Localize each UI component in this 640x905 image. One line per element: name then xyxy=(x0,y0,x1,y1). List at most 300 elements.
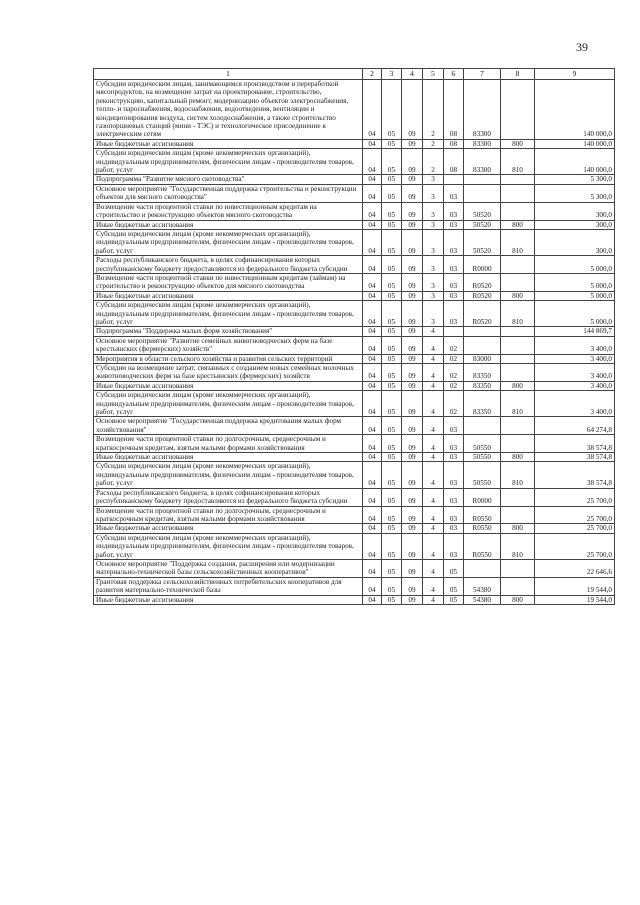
target-article-code xyxy=(464,175,501,184)
row-description: Иные бюджетные ассигнования xyxy=(94,139,363,148)
chapter-code: 04 xyxy=(363,453,382,462)
amount-value: 3 400,0 xyxy=(535,391,615,417)
chapter-code: 04 xyxy=(363,559,382,577)
amount-value: 19 544,0 xyxy=(535,595,615,604)
target-article-code: R0000 xyxy=(464,488,501,506)
chapter-code: 04 xyxy=(363,488,382,506)
section-code: 05 xyxy=(382,184,402,202)
subprogram-code: 3 xyxy=(423,291,444,300)
subsection-code: 09 xyxy=(402,435,423,453)
section-code: 05 xyxy=(382,80,402,140)
table-row xyxy=(94,524,615,533)
row-description: Субсидии юридическим лицам (кроме некоммерческих организаций), индивидуальным предпринимателям, физическим лицам - производителям товаров, работ, услуг xyxy=(94,149,363,175)
activity-code: 02 xyxy=(444,354,464,363)
row-description: Субсидии юридическим лицам (кроме некоммерческих организаций), индивидуальным предпринимателям, физическим лицам - производителям товаров, работ, услуг xyxy=(94,462,363,488)
amount-value: 25 700,0 xyxy=(535,533,615,559)
table-row xyxy=(94,80,615,140)
row-description: Иные бюджетные ассигнования xyxy=(94,381,363,390)
target-article-code: 83300 xyxy=(464,139,501,148)
table-row xyxy=(94,435,615,453)
row-description: Подпрограмма "Поддержка малых форм хозяйствования" xyxy=(94,327,363,336)
target-article-code: 83350 xyxy=(464,391,501,417)
expense-type-code xyxy=(501,364,535,382)
table-row xyxy=(94,595,615,604)
section-code: 05 xyxy=(382,229,402,255)
chapter-code: 04 xyxy=(363,354,382,363)
table-row xyxy=(94,220,615,229)
expense-type-code xyxy=(501,273,535,291)
subprogram-code: 2 xyxy=(423,139,444,148)
activity-code: 03 xyxy=(444,256,464,274)
section-code: 05 xyxy=(382,291,402,300)
activity-code: 03 xyxy=(444,533,464,559)
subsection-code: 09 xyxy=(402,533,423,559)
activity-code: 08 xyxy=(444,80,464,140)
subprogram-code: 4 xyxy=(423,524,444,533)
subprogram-code: 4 xyxy=(423,364,444,382)
row-description: Мероприятия в области сельского хозяйства и развития сельских территорий xyxy=(94,354,363,363)
amount-value: 19 544,0 xyxy=(535,577,615,595)
subprogram-code: 4 xyxy=(423,462,444,488)
row-description: Субсидии юридическим лицам (кроме некоммерческих организаций), индивидуальным предпринимателям, физическим лицам - производителям товаров, работ, услуг xyxy=(94,533,363,559)
target-article-code: 83350 xyxy=(464,381,501,390)
subprogram-code: 3 xyxy=(423,184,444,202)
expense-type-code: 800 xyxy=(501,139,535,148)
activity-code: 02 xyxy=(444,381,464,390)
row-description: Иные бюджетные ассигнования xyxy=(94,291,363,300)
target-article-code: R0520 xyxy=(464,273,501,291)
section-code: 05 xyxy=(382,301,402,327)
expense-type-code xyxy=(501,577,535,595)
subsection-code: 09 xyxy=(402,80,423,140)
section-code: 05 xyxy=(382,149,402,175)
amount-value: 300,0 xyxy=(535,202,615,220)
section-code: 05 xyxy=(382,273,402,291)
expense-type-code: 800 xyxy=(501,291,535,300)
amount-value: 140 000,0 xyxy=(535,149,615,175)
target-article-code: 83300 xyxy=(464,149,501,175)
chapter-code: 04 xyxy=(363,273,382,291)
table-row xyxy=(94,202,615,220)
chapter-code: 04 xyxy=(363,184,382,202)
expense-type-code xyxy=(501,175,535,184)
expense-type-code: 800 xyxy=(501,453,535,462)
row-description: Возмещение части процентной ставки по долгосрочным, среднесрочным и краткосрочным кредитам, взятым малыми формами хозяйствования xyxy=(94,506,363,524)
expense-type-code xyxy=(501,417,535,435)
target-article-code: R0550 xyxy=(464,506,501,524)
column-header: 8 xyxy=(501,69,535,80)
subsection-code: 09 xyxy=(402,220,423,229)
section-code: 05 xyxy=(382,462,402,488)
activity-code: 02 xyxy=(444,391,464,417)
activity-code: 02 xyxy=(444,364,464,382)
column-header: 1 xyxy=(94,69,363,80)
subsection-code: 09 xyxy=(402,506,423,524)
target-article-code: R0550 xyxy=(464,533,501,559)
section-code: 05 xyxy=(382,364,402,382)
section-code: 05 xyxy=(382,533,402,559)
subprogram-code: 4 xyxy=(423,559,444,577)
section-code: 05 xyxy=(382,202,402,220)
amount-value: 3 400,0 xyxy=(535,364,615,382)
chapter-code: 04 xyxy=(363,229,382,255)
table-row xyxy=(94,327,615,336)
target-article-code: 83000 xyxy=(464,354,501,363)
subsection-code: 09 xyxy=(402,559,423,577)
target-article-code: R0520 xyxy=(464,301,501,327)
section-code: 05 xyxy=(382,139,402,148)
amount-value: 5 300,0 xyxy=(535,184,615,202)
subprogram-code: 3 xyxy=(423,202,444,220)
chapter-code: 04 xyxy=(363,291,382,300)
expense-type-code: 800 xyxy=(501,524,535,533)
section-code: 05 xyxy=(382,417,402,435)
activity-code: 03 xyxy=(444,462,464,488)
subprogram-code: 3 xyxy=(423,229,444,255)
row-description: Субсидии юридическим лицам, занимающимся производством и переработкой мясопродуктов, на возмещение затрат на проектирование, строительство, реконструкцию, капитальный ремонт, модернизацию объектов электроснабжения, тепло- и пароснабжения, водоснабжения, водоотведения, вентиляции и кондиционирования воздуха, систем холодоснабжения, а также строительство газопоршневых станций (мини - ТЭС) и технологическое присоединение к электрическим сетям xyxy=(94,80,363,140)
expense-type-code xyxy=(501,354,535,363)
subsection-code: 09 xyxy=(402,391,423,417)
activity-code: 03 xyxy=(444,488,464,506)
amount-value: 25 700,0 xyxy=(535,488,615,506)
chapter-code: 04 xyxy=(363,80,382,140)
section-code: 05 xyxy=(382,381,402,390)
subprogram-code: 4 xyxy=(423,595,444,604)
expense-type-code xyxy=(501,435,535,453)
table-row xyxy=(94,354,615,363)
chapter-code: 04 xyxy=(363,220,382,229)
subprogram-code: 4 xyxy=(423,488,444,506)
target-article-code: 50550 xyxy=(464,462,501,488)
target-article-code: 83300 xyxy=(464,80,501,140)
section-code: 05 xyxy=(382,488,402,506)
subprogram-code: 3 xyxy=(423,175,444,184)
subprogram-code: 4 xyxy=(423,417,444,435)
subprogram-code: 3 xyxy=(423,273,444,291)
expense-type-code xyxy=(501,506,535,524)
subsection-code: 09 xyxy=(402,139,423,148)
activity-code: 03 xyxy=(444,524,464,533)
section-code: 05 xyxy=(382,256,402,274)
table-row xyxy=(94,559,615,577)
subprogram-code: 4 xyxy=(423,453,444,462)
activity-code: 03 xyxy=(444,506,464,524)
expense-type-code: 810 xyxy=(501,533,535,559)
amount-value: 144 869,7 xyxy=(535,327,615,336)
activity-code: 05 xyxy=(444,595,464,604)
activity-code: 03 xyxy=(444,202,464,220)
amount-value: 38 574,8 xyxy=(535,462,615,488)
subsection-code: 09 xyxy=(402,488,423,506)
table-row xyxy=(94,184,615,202)
subsection-code: 09 xyxy=(402,417,423,435)
chapter-code: 04 xyxy=(363,524,382,533)
subsection-code: 09 xyxy=(402,364,423,382)
section-code: 05 xyxy=(382,506,402,524)
chapter-code: 04 xyxy=(363,364,382,382)
subsection-code: 09 xyxy=(402,524,423,533)
section-code: 05 xyxy=(382,327,402,336)
expense-type-code xyxy=(501,202,535,220)
table-row xyxy=(94,462,615,488)
subsection-code: 09 xyxy=(402,301,423,327)
row-description: Основное мероприятие "Развитие семейных животноводческих ферм на базе крестьянских (фермерских) хозяйств" xyxy=(94,336,363,354)
chapter-code: 04 xyxy=(363,533,382,559)
table-header-row xyxy=(94,69,615,80)
subsection-code: 09 xyxy=(402,273,423,291)
table-row xyxy=(94,533,615,559)
chapter-code: 04 xyxy=(363,417,382,435)
row-description: Подпрограмма "Развитие мясного скотоводства" xyxy=(94,175,363,184)
expense-type-code: 800 xyxy=(501,220,535,229)
amount-value: 5 000,0 xyxy=(535,273,615,291)
row-description: Основное мероприятие "Государственная поддержка кредитования малых форм хозяйствования" xyxy=(94,417,363,435)
target-article-code: 50520 xyxy=(464,220,501,229)
activity-code: 08 xyxy=(444,139,464,148)
chapter-code: 04 xyxy=(363,175,382,184)
chapter-code: 04 xyxy=(363,595,382,604)
subprogram-code: 4 xyxy=(423,381,444,390)
column-header: 9 xyxy=(535,69,615,80)
activity-code xyxy=(444,175,464,184)
section-code: 05 xyxy=(382,595,402,604)
expense-type-code: 800 xyxy=(501,595,535,604)
table-row xyxy=(94,381,615,390)
section-code: 05 xyxy=(382,391,402,417)
chapter-code: 04 xyxy=(363,381,382,390)
target-article-code: 83350 xyxy=(464,364,501,382)
row-description: Субсидии юридическим лицам (кроме некоммерческих организаций), индивидуальным предпринимателям, физическим лицам - производителям товаров, работ, услуг xyxy=(94,391,363,417)
table-row xyxy=(94,273,615,291)
section-code: 05 xyxy=(382,175,402,184)
activity-code: 03 xyxy=(444,220,464,229)
subprogram-code: 2 xyxy=(423,149,444,175)
row-description: Возмещение части процентной ставки по инвестиционным кредитам (займам) на строительство и реконструкцию объектов для мясного скотоводства xyxy=(94,273,363,291)
amount-value: 3 400,0 xyxy=(535,336,615,354)
expense-type-code: 800 xyxy=(501,381,535,390)
row-description: Возмещение части процентной ставки по долгосрочным, среднесрочным и краткосрочным кредитам, взятым малыми формами хозяйствования xyxy=(94,435,363,453)
amount-value: 25 700,0 xyxy=(535,524,615,533)
subsection-code: 09 xyxy=(402,327,423,336)
target-article-code: 50520 xyxy=(464,202,501,220)
target-article-code: 50550 xyxy=(464,453,501,462)
row-description: Основное мероприятие "Поддержка создания, расширения или модернизации материально-технической базы сельскохозяйственных кооперативов" xyxy=(94,559,363,577)
chapter-code: 04 xyxy=(363,506,382,524)
subsection-code: 09 xyxy=(402,175,423,184)
expense-type-code xyxy=(501,559,535,577)
target-article-code xyxy=(464,336,501,354)
table-row xyxy=(94,229,615,255)
page-number: 39 xyxy=(576,40,588,54)
section-code: 05 xyxy=(382,220,402,229)
budget-table xyxy=(93,68,615,605)
target-article-code: R0000 xyxy=(464,256,501,274)
expense-type-code: 810 xyxy=(501,462,535,488)
subsection-code: 09 xyxy=(402,336,423,354)
target-article-code: 50520 xyxy=(464,229,501,255)
section-code: 05 xyxy=(382,336,402,354)
expense-type-code xyxy=(501,80,535,140)
activity-code: 03 xyxy=(444,435,464,453)
table-row xyxy=(94,301,615,327)
target-article-code xyxy=(464,184,501,202)
section-code: 05 xyxy=(382,354,402,363)
subsection-code: 09 xyxy=(402,595,423,604)
amount-value: 140 000,0 xyxy=(535,139,615,148)
table-row xyxy=(94,291,615,300)
chapter-code: 04 xyxy=(363,301,382,327)
chapter-code: 04 xyxy=(363,391,382,417)
amount-value: 5 000,0 xyxy=(535,291,615,300)
subsection-code: 09 xyxy=(402,149,423,175)
subprogram-code: 4 xyxy=(423,327,444,336)
chapter-code: 04 xyxy=(363,462,382,488)
activity-code: 05 xyxy=(444,577,464,595)
subprogram-code: 3 xyxy=(423,220,444,229)
subprogram-code: 4 xyxy=(423,391,444,417)
chapter-code: 04 xyxy=(363,202,382,220)
chapter-code: 04 xyxy=(363,256,382,274)
activity-code: 03 xyxy=(444,417,464,435)
activity-code: 05 xyxy=(444,559,464,577)
expense-type-code xyxy=(501,184,535,202)
row-description: Субсидии на возмещение затрат, связанных с созданием новых семейных молочных животноводческих ферм на базе крестьянских (фермерских) хозяйств xyxy=(94,364,363,382)
chapter-code: 04 xyxy=(363,149,382,175)
activity-code: 03 xyxy=(444,453,464,462)
chapter-code: 04 xyxy=(363,327,382,336)
table-body xyxy=(94,80,615,605)
target-article-code: R0550 xyxy=(464,524,501,533)
amount-value: 3 400,0 xyxy=(535,381,615,390)
amount-value: 140 000,0 xyxy=(535,80,615,140)
activity-code: 03 xyxy=(444,229,464,255)
amount-value: 22 646,6 xyxy=(535,559,615,577)
chapter-code: 04 xyxy=(363,139,382,148)
table-row xyxy=(94,364,615,382)
expense-type-code: 810 xyxy=(501,301,535,327)
activity-code: 02 xyxy=(444,336,464,354)
section-code: 05 xyxy=(382,524,402,533)
table-row xyxy=(94,139,615,148)
expense-type-code: 810 xyxy=(501,149,535,175)
subprogram-code: 4 xyxy=(423,506,444,524)
subprogram-code: 4 xyxy=(423,435,444,453)
expense-type-code xyxy=(501,256,535,274)
subsection-code: 09 xyxy=(402,381,423,390)
amount-value: 300,0 xyxy=(535,220,615,229)
activity-code: 03 xyxy=(444,273,464,291)
table-row xyxy=(94,256,615,274)
activity-code: 03 xyxy=(444,291,464,300)
row-description: Иные бюджетные ассигнования xyxy=(94,595,363,604)
amount-value: 5 000,0 xyxy=(535,301,615,327)
subsection-code: 09 xyxy=(402,462,423,488)
expense-type-code: 810 xyxy=(501,391,535,417)
row-description: Грантовая поддержка сельскохозяйственных потребительских кооперативов для развития материально-технической базы xyxy=(94,577,363,595)
table-row xyxy=(94,149,615,175)
subsection-code: 09 xyxy=(402,256,423,274)
table-row xyxy=(94,417,615,435)
activity-code: 03 xyxy=(444,301,464,327)
section-code: 05 xyxy=(382,559,402,577)
subsection-code: 09 xyxy=(402,291,423,300)
column-header: 4 xyxy=(402,69,423,80)
chapter-code: 04 xyxy=(363,577,382,595)
row-description: Расходы республиканского бюджета, в целях софинансирования которых республиканскому бюджету предоставляются из федерального бюджета субсидии xyxy=(94,256,363,274)
activity-code: 08 xyxy=(444,149,464,175)
row-description: Субсидии юридическим лицам (кроме некоммерческих организаций), индивидуальным предпринимателям, физическим лицам - производителям товаров, работ, услуг xyxy=(94,229,363,255)
subsection-code: 09 xyxy=(402,354,423,363)
table-row xyxy=(94,506,615,524)
subsection-code: 09 xyxy=(402,229,423,255)
activity-code xyxy=(444,327,464,336)
column-header: 7 xyxy=(464,69,501,80)
column-header: 2 xyxy=(363,69,382,80)
subprogram-code: 4 xyxy=(423,577,444,595)
activity-code: 03 xyxy=(444,184,464,202)
expense-type-code xyxy=(501,488,535,506)
amount-value: 64 274,8 xyxy=(535,417,615,435)
subprogram-code: 2 xyxy=(423,80,444,140)
target-article-code xyxy=(464,327,501,336)
row-description: Иные бюджетные ассигнования xyxy=(94,220,363,229)
column-header: 6 xyxy=(444,69,464,80)
target-article-code: 50550 xyxy=(464,435,501,453)
expense-type-code xyxy=(501,336,535,354)
target-article-code: 54380 xyxy=(464,577,501,595)
amount-value: 5 000,0 xyxy=(535,256,615,274)
target-article-code xyxy=(464,417,501,435)
subsection-code: 09 xyxy=(402,577,423,595)
subsection-code: 09 xyxy=(402,184,423,202)
column-header: 5 xyxy=(423,69,444,80)
row-description: Расходы республиканского бюджета, в целях софинансирования которых республиканскому бюджету предоставляются из федерального бюджета субсидии xyxy=(94,488,363,506)
subprogram-code: 4 xyxy=(423,336,444,354)
table-row xyxy=(94,175,615,184)
amount-value: 5 300,0 xyxy=(535,175,615,184)
subprogram-code: 4 xyxy=(423,354,444,363)
row-description: Субсидии юридическим лицам (кроме некоммерческих организаций), индивидуальным предпринимателям, физическим лицам - производителям товаров, работ, услуг xyxy=(94,301,363,327)
amount-value: 38 574,8 xyxy=(535,453,615,462)
target-article-code xyxy=(464,559,501,577)
column-header: 3 xyxy=(382,69,402,80)
amount-value: 38 574,8 xyxy=(535,435,615,453)
target-article-code: 54380 xyxy=(464,595,501,604)
subsection-code: 09 xyxy=(402,453,423,462)
subprogram-code: 3 xyxy=(423,256,444,274)
table-row xyxy=(94,577,615,595)
expense-type-code: 810 xyxy=(501,229,535,255)
table-row xyxy=(94,336,615,354)
section-code: 05 xyxy=(382,577,402,595)
amount-value: 25 700,0 xyxy=(535,506,615,524)
section-code: 05 xyxy=(382,435,402,453)
row-description: Иные бюджетные ассигнования xyxy=(94,524,363,533)
expense-type-code xyxy=(501,327,535,336)
subsection-code: 09 xyxy=(402,202,423,220)
amount-value: 3 400,0 xyxy=(535,354,615,363)
row-description: Возмещение части процентной ставки по инвестиционным кредитам на строительство и реконструкцию объектов мясного скотоводства xyxy=(94,202,363,220)
subprogram-code: 4 xyxy=(423,533,444,559)
target-article-code: R0520 xyxy=(464,291,501,300)
row-description: Иные бюджетные ассигнования xyxy=(94,453,363,462)
subprogram-code: 3 xyxy=(423,301,444,327)
table-row xyxy=(94,453,615,462)
table-row xyxy=(94,488,615,506)
row-description: Основное мероприятие "Государственная поддержка строительства и реконструкции объектов для мясного скотоводства" xyxy=(94,184,363,202)
chapter-code: 04 xyxy=(363,435,382,453)
section-code: 05 xyxy=(382,453,402,462)
